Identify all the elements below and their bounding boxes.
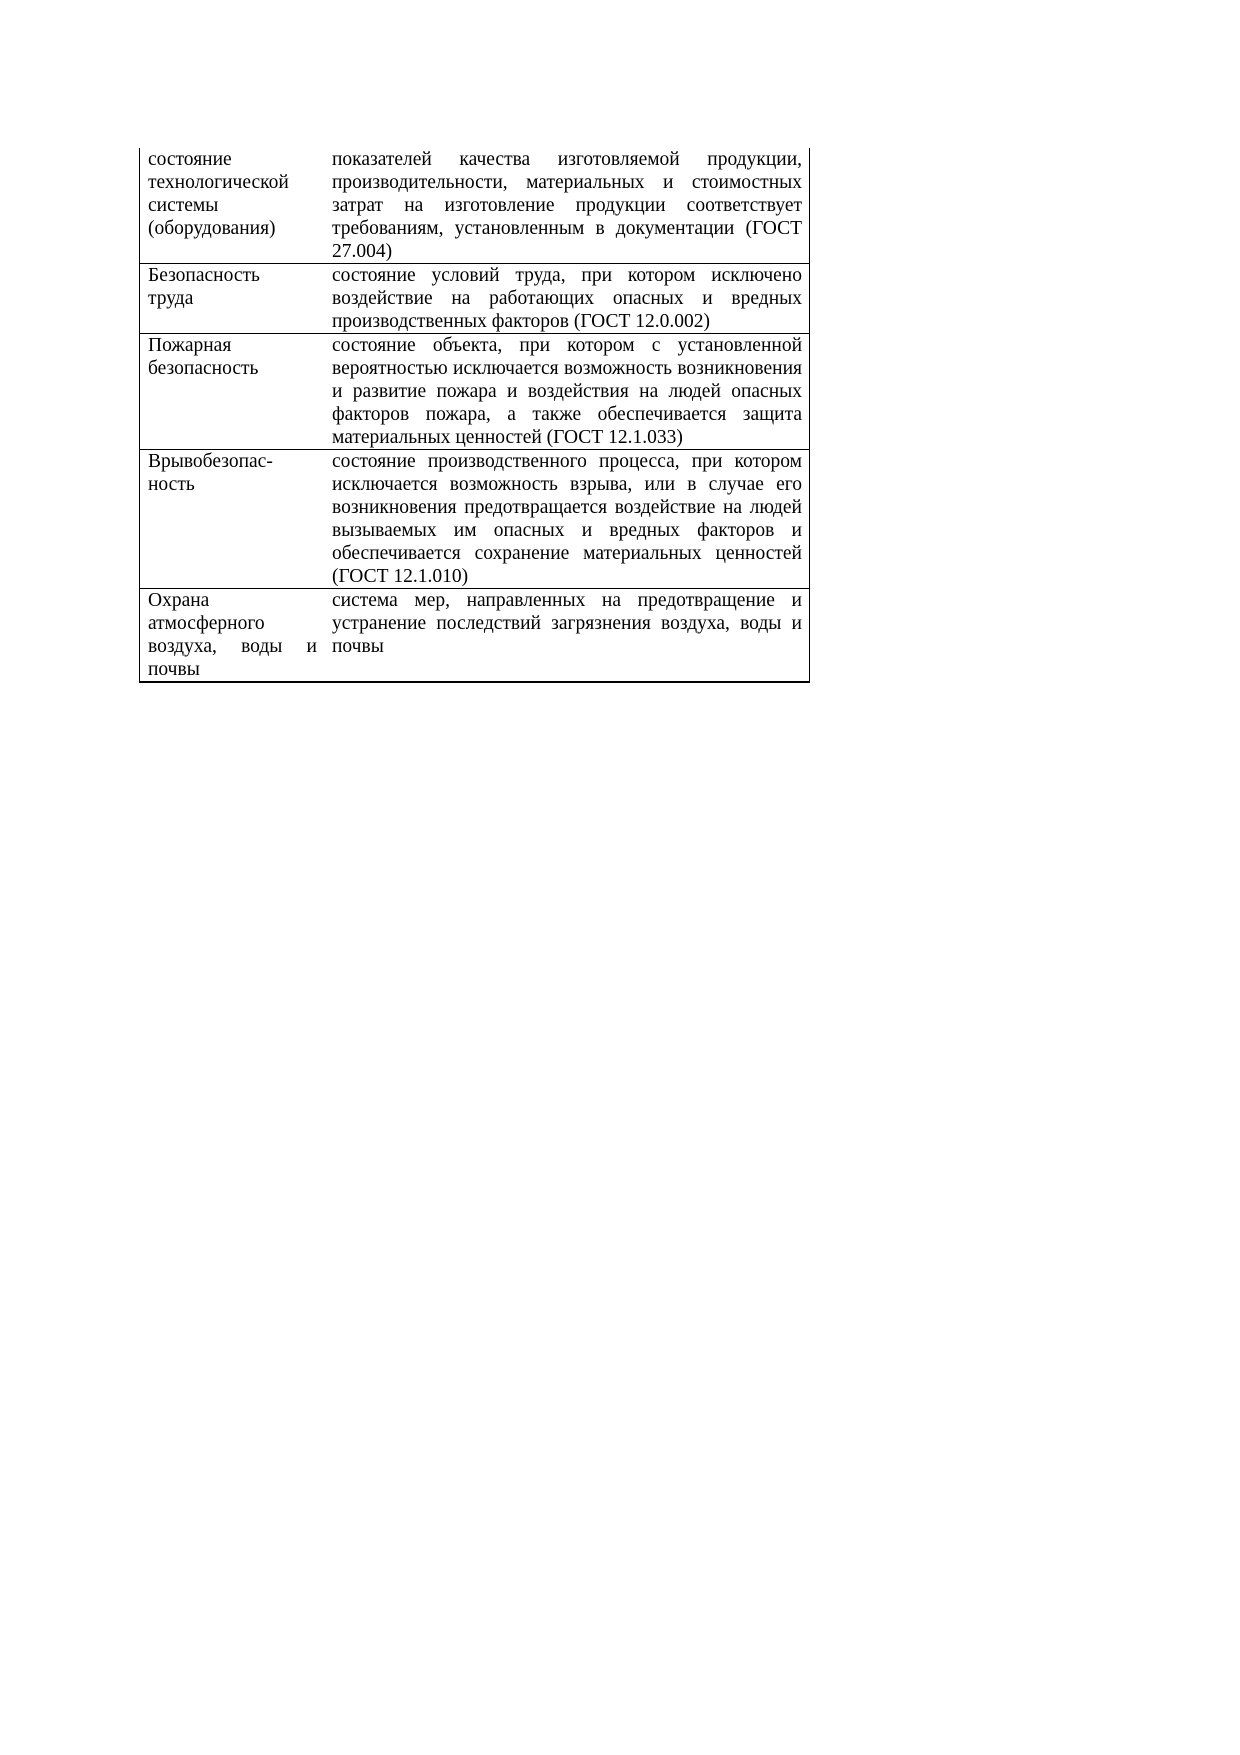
- term-line: Пожарная: [148, 335, 232, 356]
- term-line: Охрана: [148, 590, 210, 611]
- table-row: [140, 263, 809, 333]
- term-line: ность: [148, 474, 195, 495]
- term-line: (оборудования): [148, 218, 276, 239]
- definition-cell: состояние объекта, при котором с установленной вероятностью исключается возможность возникновения и развитие пожара и воздействия на людей опасных факторов пожара, а также обеспечивается защита материальных ценностей (ГОСТ 12.1.033): [332, 335, 802, 448]
- term-line: труда: [148, 288, 194, 309]
- term-cell: [140, 589, 317, 681]
- definition-cell: состояние условий труда, при котором исключено воздействие на работающих опасных и вредных производственных факторов (ГОСТ 12.0.002): [332, 265, 802, 332]
- term-line: безопасность: [148, 358, 259, 379]
- term-cell: [140, 148, 317, 263]
- table-row: [140, 148, 809, 263]
- term-line: системы: [148, 195, 219, 216]
- table-row: [140, 588, 809, 681]
- term-line: технологической: [148, 172, 289, 193]
- definition-cell: показателей качества изготовляемой продукции, производительности, материальных и стоимостных затрат на изготовление продукции соответствует требованиям, установленным в документации (ГОСТ 27.004): [332, 149, 802, 262]
- term-cell: [140, 264, 317, 333]
- term-line: состояние: [148, 149, 232, 170]
- definition-cell: состояние производственного процесса, при котором исключается возможность взрыва, или в случае его возникновения предотвращается воздействие на людей вызываемых им опасных и вредных факторов и обеспечивается сохранение материальных ценностей (ГОСТ 12.1.010): [332, 451, 802, 587]
- term-cell: [140, 450, 317, 588]
- term-line: Безопасность: [148, 265, 260, 286]
- term-line: воздуха, воды и: [148, 636, 317, 657]
- term-line: Врывобезопас-: [148, 451, 273, 472]
- table-row: [140, 449, 809, 588]
- term-line: почвы: [148, 659, 200, 680]
- definition-cell: система мер, направленных на предотвращение и устранение последствий загрязнения воздуха, воды и почвы: [332, 590, 802, 657]
- terms-table: [139, 148, 810, 683]
- table-row: [140, 333, 809, 449]
- term-cell: [140, 334, 317, 449]
- term-line: атмосферного: [148, 613, 265, 634]
